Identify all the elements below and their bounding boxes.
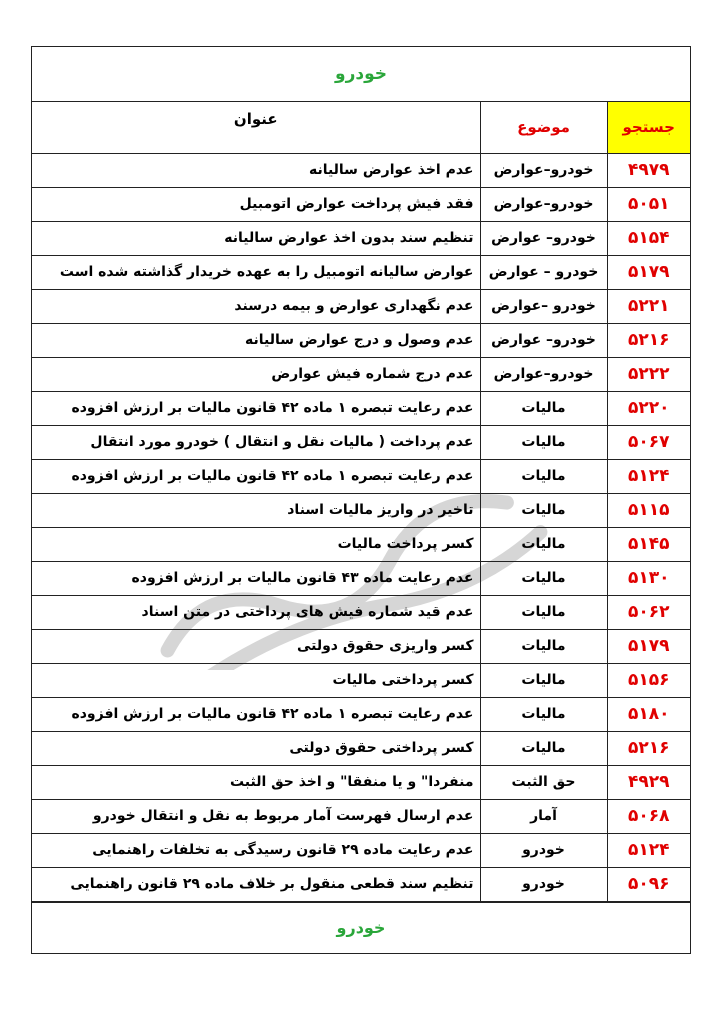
row-number: ۵۲۱۶ <box>607 323 690 357</box>
row-number: ۵۱۳۰ <box>607 561 690 595</box>
table-row <box>32 697 690 731</box>
row-title: عدم رعایت تبصره ۱ ماده ۴۲ قانون مالیات بر ارزش افزوده <box>32 391 480 425</box>
table-row <box>32 255 690 289</box>
row-number: ۵۱۵۴ <box>607 221 690 255</box>
row-number: ۵۱۲۴ <box>607 459 690 493</box>
row-subject: مالیات <box>480 697 607 731</box>
row-number: ۵۲۱۶ <box>607 731 690 765</box>
table-header-row <box>32 102 690 153</box>
row-number: ۵۱۷۹ <box>607 629 690 663</box>
table-row <box>32 867 690 901</box>
table-row <box>32 493 690 527</box>
row-subject: مالیات <box>480 731 607 765</box>
row-number: ۵۰۶۷ <box>607 425 690 459</box>
row-title: عدم قید شماره فیش های پرداختی در متن اسناد <box>32 595 480 629</box>
table-row <box>32 357 690 391</box>
row-title: عدم اخذ عوارض سالیانه <box>32 153 480 187</box>
row-number: ۵۱۷۹ <box>607 255 690 289</box>
row-subject: خودرو–عوارض <box>480 153 607 187</box>
table-row <box>32 153 690 187</box>
table-row <box>32 561 690 595</box>
row-title: فقد فیش پرداخت عوارض اتومبیل <box>32 187 480 221</box>
row-number: ۵۰۵۱ <box>607 187 690 221</box>
row-title: کسر پرداختی حقوق دولتی <box>32 731 480 765</box>
header-title: عنوان <box>32 102 480 153</box>
document-footer: خودرو <box>32 902 690 953</box>
row-subject: مالیات <box>480 595 607 629</box>
row-subject: مالیات <box>480 459 607 493</box>
row-title: عدم درج شماره فیش عوارض <box>32 357 480 391</box>
table-row <box>32 391 690 425</box>
table-row <box>32 663 690 697</box>
violations-table <box>32 102 690 902</box>
row-subject: مالیات <box>480 527 607 561</box>
row-title: عدم ارسال فهرست آمار مربوط به نقل و انتقال خودرو <box>32 799 480 833</box>
row-title: عدم پرداخت ( مالیات نقل و انتقال ) خودرو مورد انتقال <box>32 425 480 459</box>
table-row <box>32 731 690 765</box>
row-title: کسر واریزی حقوق دولتی <box>32 629 480 663</box>
row-subject: مالیات <box>480 493 607 527</box>
document-table <box>31 46 691 954</box>
row-number: ۵۱۱۵ <box>607 493 690 527</box>
row-subject: مالیات <box>480 663 607 697</box>
row-subject: خودرو– عوارض <box>480 221 607 255</box>
row-title: عدم رعایت ماده ۲۹ قانون رسیدگی به تخلفات راهنمایی <box>32 833 480 867</box>
row-number: ۵۲۲۱ <box>607 289 690 323</box>
row-title: تاخیر در واریز مالیات اسناد <box>32 493 480 527</box>
table-row <box>32 765 690 799</box>
table-row <box>32 425 690 459</box>
row-subject: خودرو <box>480 867 607 901</box>
row-number: ۵۰۶۸ <box>607 799 690 833</box>
row-number: ۵۱۴۵ <box>607 527 690 561</box>
row-subject: مالیات <box>480 629 607 663</box>
row-subject: خودرو–عوارض <box>480 187 607 221</box>
header-search: جستجو <box>607 102 690 153</box>
table-row <box>32 629 690 663</box>
row-number: ۵۲۲۲ <box>607 357 690 391</box>
row-number: ۴۹۲۹ <box>607 765 690 799</box>
header-subject: موضوع <box>480 102 607 153</box>
row-subject: آمار <box>480 799 607 833</box>
row-subject: خودرو – عوارض <box>480 255 607 289</box>
row-title: عدم رعایت تبصره ۱ ماده ۴۲ قانون مالیات بر ارزش افزوده <box>32 697 480 731</box>
row-title: عدم رعایت تبصره ۱ ماده ۴۲ قانون مالیات بر ارزش افزوده <box>32 459 480 493</box>
row-title: تنظیم سند قطعی منقول بر خلاف ماده ۲۹ قانون راهنمایی <box>32 867 480 901</box>
table-row <box>32 527 690 561</box>
row-subject: خودرو– عوارض <box>480 323 607 357</box>
row-subject: خودرو –عوارض <box>480 289 607 323</box>
table-row <box>32 289 690 323</box>
row-number: ۵۱۸۰ <box>607 697 690 731</box>
row-number: ۴۹۷۹ <box>607 153 690 187</box>
table-row <box>32 323 690 357</box>
row-title: تنظیم سند بدون اخذ عوارض سالیانه <box>32 221 480 255</box>
row-title: عدم رعایت ماده ۴۳ قانون مالیات بر ارزش افزوده <box>32 561 480 595</box>
row-title: عدم نگهداری عوارض و بیمه درسند <box>32 289 480 323</box>
row-title: کسر پرداختی مالیات <box>32 663 480 697</box>
row-number: ۵۰۹۶ <box>607 867 690 901</box>
row-title: عدم وصول و درج عوارض سالیانه <box>32 323 480 357</box>
row-title: عوارض سالیانه اتومبیل را به عهده خریدار گذاشته شده است <box>32 255 480 289</box>
row-subject: مالیات <box>480 425 607 459</box>
row-subject: مالیات <box>480 391 607 425</box>
table-row <box>32 187 690 221</box>
row-number: ۵۰۶۲ <box>607 595 690 629</box>
document-title: خودرو <box>32 47 690 102</box>
table-row <box>32 595 690 629</box>
row-number: ۵۱۲۴ <box>607 833 690 867</box>
row-title: منفردا" و یا منفقا" و اخذ حق الثبت <box>32 765 480 799</box>
table-row <box>32 799 690 833</box>
row-subject: خودرو–عوارض <box>480 357 607 391</box>
table-row <box>32 221 690 255</box>
row-subject: خودرو <box>480 833 607 867</box>
row-subject: حق الثبت <box>480 765 607 799</box>
table-row <box>32 833 690 867</box>
row-number: ۵۲۲۰ <box>607 391 690 425</box>
row-subject: مالیات <box>480 561 607 595</box>
row-number: ۵۱۵۶ <box>607 663 690 697</box>
row-title: کسر پرداخت مالیات <box>32 527 480 561</box>
table-row <box>32 459 690 493</box>
